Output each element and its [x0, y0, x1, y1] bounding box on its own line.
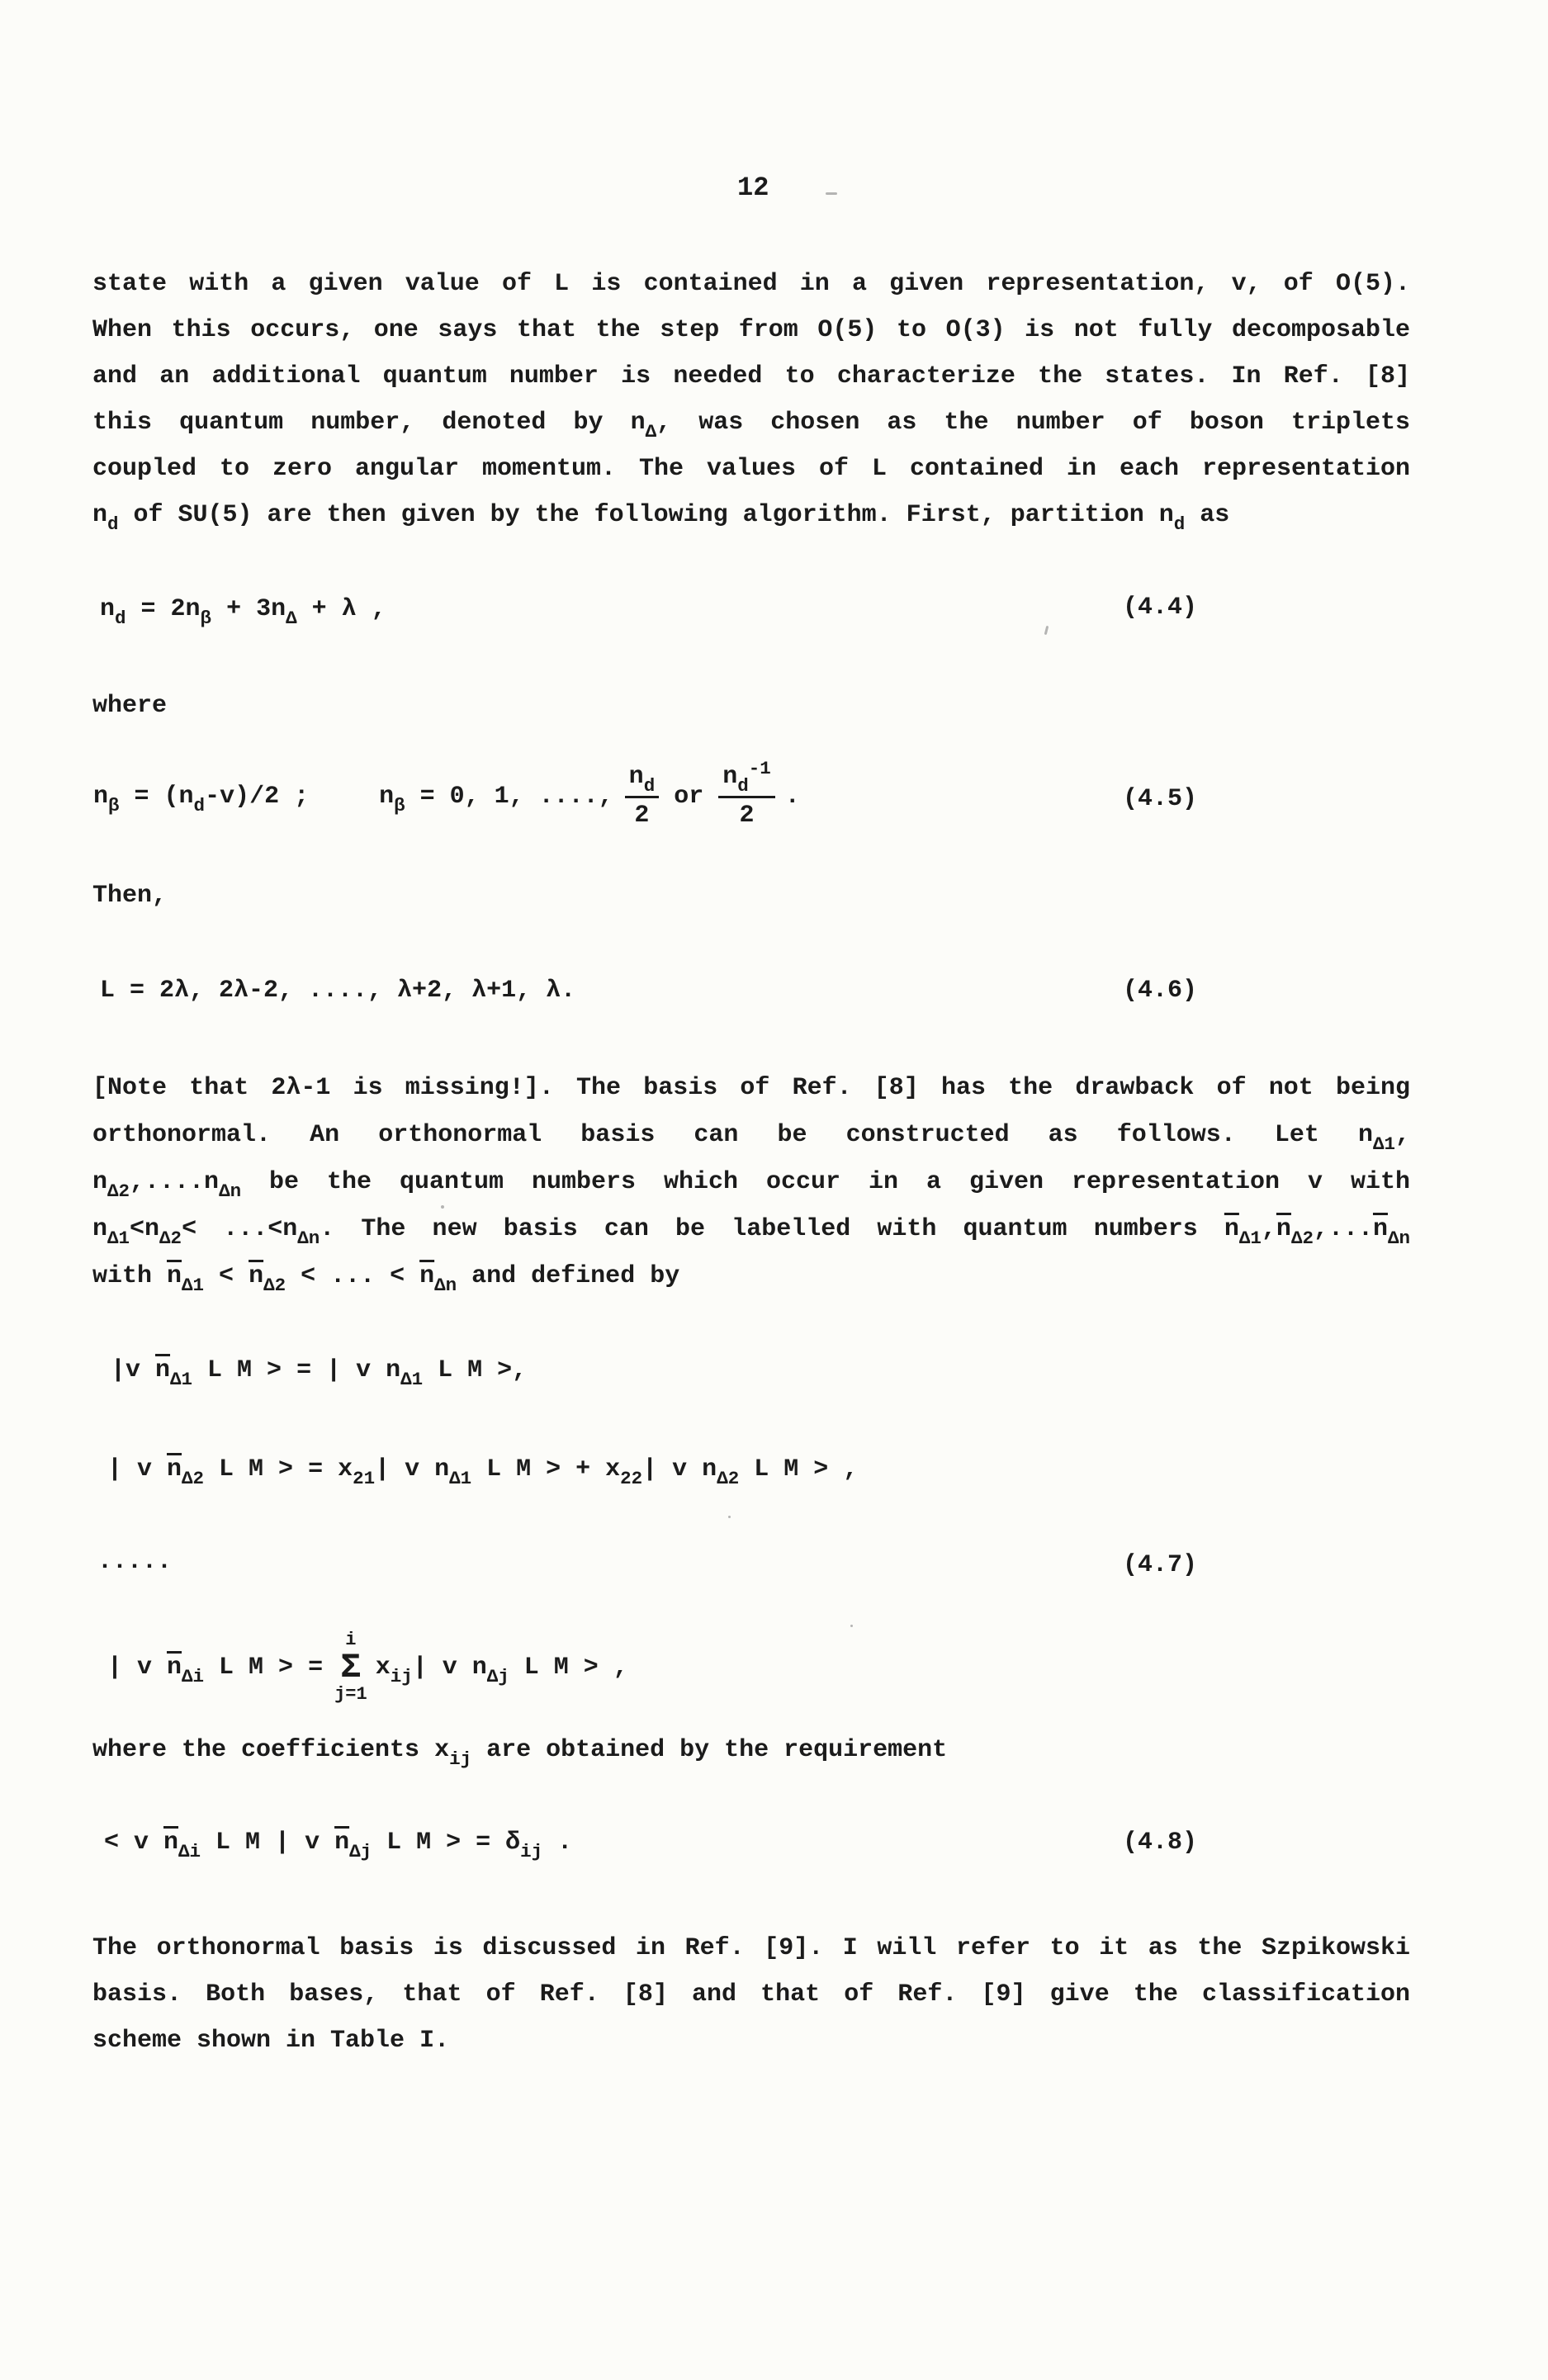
equation-label-4-5: (4.5)	[1123, 785, 1198, 813]
equation-4-4: $n_d = 2n_\beta + 3n_\Delta + \lambda$ ,	[100, 595, 386, 630]
text-line: state with a given value of L is contained in a given representation, v, of O(5).	[92, 270, 1410, 298]
text-line: $n_{\Delta 2},....n_{\Delta n}$ be the quantum numbers which occur in a given representation v with	[92, 1168, 1410, 1203]
equation-4-5	[93, 755, 800, 838]
eq45-mid: $n_\beta = 0$, 1, ....,	[379, 783, 613, 817]
paragraph-3	[92, 1925, 1410, 2064]
equation-label-4-4: (4.4)	[1123, 594, 1198, 622]
text-line: and an additional quantum number is needed to characterize the states. In Ref. [8]	[92, 362, 1410, 390]
text-line: [Note that 2λ-1 is missing!]. The basis of Ref. [8] has the drawback of not being	[92, 1074, 1410, 1102]
text-line: $n_d$ of SU(5) are then given by the following algorithm. First, partition $n_d$ as	[92, 501, 1230, 536]
fraction-denominator: 2	[739, 801, 755, 830]
paragraph-1	[92, 261, 1410, 538]
eq45-fraction-1	[625, 762, 660, 831]
equation-label-4-7: (4.7)	[1123, 1551, 1198, 1579]
scan-speck	[441, 1205, 444, 1209]
text-line: orthonormal. An orthonormal basis can be constructed as follows. Let $n_{\Delta 1}$,	[92, 1121, 1410, 1156]
eq45-fraction-2	[718, 757, 775, 831]
eq47-line3-pre: | v $\overline{n}_{\Delta i}$ L M > =	[107, 1654, 324, 1688]
equation-4-7-line-1: |v $\overline{n}_{\Delta 1}$ L M > = | v $n_{\Delta 1}$ L M >,	[111, 1356, 528, 1391]
page-number: 12	[737, 173, 769, 203]
fraction-numerator: $n_d^{-1}$	[718, 762, 775, 798]
sigma-icon: Σ	[340, 1648, 362, 1687]
text-line: scheme shown in Table I.	[92, 2027, 450, 2055]
scan-speck	[826, 192, 837, 195]
text-line: $n_{\Delta 1}<n_{\Delta 2}< ...<n_{\Delta n}$. The new basis can be labelled with quantum numbers $\overline{n}_{\Delta 1},\overline{n}_{\Delta 2},...\overline{n}_{\Delta n}$	[92, 1215, 1410, 1250]
equation-4-6: L = 2λ, 2λ-2, ...., λ+2, λ+1, λ.	[100, 977, 576, 1005]
sum-lower-limit: j=1	[334, 1684, 367, 1705]
equation-4-7-dots: .....	[97, 1548, 173, 1576]
eq45-lhs: $n_\beta = (n_d-v)/2$ ;	[93, 783, 310, 817]
text-line: with $\overline{n}_{\Delta 1} < \overline{n}_{\Delta 2}$ < ... < $\overline{n}_{\Delta n}$ and defined by	[92, 1262, 680, 1297]
equation-label-4-6: (4.6)	[1123, 977, 1198, 1005]
text-line: this quantum number, denoted by $n_\Delta$, was chosen as the number of boson triplets	[92, 409, 1410, 443]
eq45-or: or	[674, 783, 704, 811]
eq45-period: .	[784, 783, 800, 811]
text-line: The orthonormal basis is discussed in Ref. [9]. I will refer to it as the Szpikowski	[92, 1934, 1410, 1962]
equation-4-7-line-2: | v $\overline{n}_{\Delta 2}$ L M > = $x_{21}|$ v $n_{\Delta 1}$ L M > + $x_{22}|$ v $n_{\Delta 2}$ L M > ,	[107, 1455, 859, 1490]
text-line: coupled to zero angular momentum. The values of L contained in each representation	[92, 455, 1410, 483]
scan-speck	[1044, 626, 1049, 635]
text-line: When this occurs, one says that the step from O(5) to O(3) is not fully decomposable	[92, 316, 1410, 344]
fraction-denominator: 2	[634, 801, 650, 830]
sum-upper-limit: i	[345, 1630, 357, 1650]
scan-speck	[850, 1625, 853, 1627]
where-text: where	[92, 692, 168, 720]
eq47-line3-post: $x_{ij}|$ v $n_{\Delta j}$ L M > ,	[375, 1654, 628, 1688]
equation-label-4-8: (4.8)	[1123, 1829, 1198, 1857]
equation-4-7-line-3	[107, 1630, 628, 1705]
scan-speck	[728, 1516, 731, 1518]
summation-symbol	[334, 1631, 367, 1704]
then-text: Then,	[92, 882, 168, 910]
paragraph-2	[92, 1065, 1410, 1300]
fraction-numerator: $n_d$	[625, 762, 660, 798]
text-line: basis. Both bases, that of Ref. [8] and that of Ref. [9] give the classification	[92, 1980, 1410, 2009]
coefficients-text: where the coefficients $x_{ij}$ are obtained by the requirement	[92, 1736, 948, 1771]
equation-4-8: < v $\overline{n}_{\Delta i}$ L M | v $\overline{n}_{\Delta j}$ L M > = $\delta_{ij}$ .	[104, 1829, 573, 1863]
